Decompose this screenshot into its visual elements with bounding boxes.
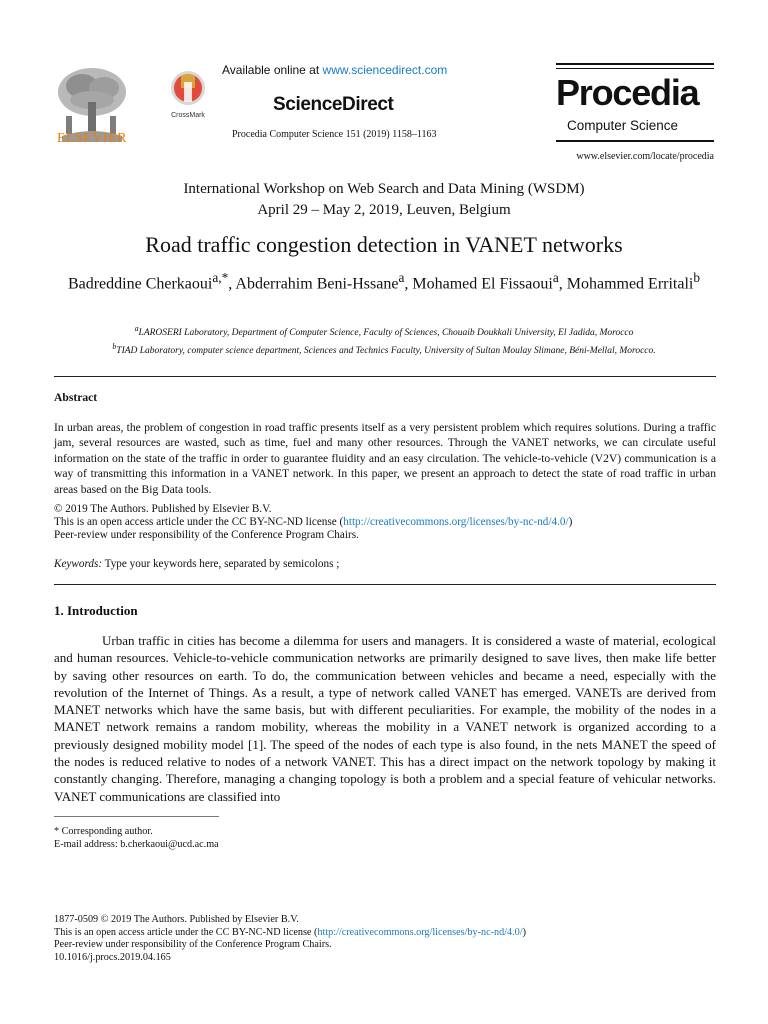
license-link[interactable]: http://creativecommons.org/licenses/by-nc-nd/4.0/ xyxy=(343,516,569,528)
email-note: E-mail address: b.cherkaoui@ucd.ac.ma xyxy=(54,838,219,850)
crossmark-icon[interactable] xyxy=(165,68,211,120)
author-affiliation-mark: a xyxy=(552,270,559,285)
author-name: Mohammed Erritali xyxy=(566,275,694,293)
license-line: This is an open access article under the CC BY-NC-ND license (http://creativecommons.org/licenses/by-nc-nd/4.0/) xyxy=(54,516,573,528)
author-name: Mohamed El Fissaoui xyxy=(412,275,553,293)
section-rule xyxy=(54,376,716,377)
journal-url[interactable]: www.elsevier.com/locate/procedia xyxy=(576,151,714,162)
conference-dates: April 29 – May 2, 2019, Leuven, Belgium xyxy=(257,202,511,218)
peer-review-line: Peer-review under responsibility of the Conference Program Chairs. xyxy=(54,529,359,541)
masthead-rule xyxy=(556,63,714,65)
journal-reference: Procedia Computer Science 151 (2019) 1158–1163 xyxy=(232,129,437,140)
author-name: Abderrahim Beni-Hssane xyxy=(235,275,399,293)
paper-title: Road traffic congestion detection in VANET networks xyxy=(145,232,623,257)
footnotes xyxy=(54,826,219,851)
keywords-line xyxy=(54,558,339,571)
introduction-text: Urban traffic in cities has become a dilemma for users and managers. It is considered a waste of material, ecological and human resources. Vehicle-to-vehicle communication networks are primarily designed to save lives, then make life better by saving other resources on earth. To do, the communication between vehicles and became a need, especially with the revolution of the Internet of Things. As a result, a type of network called VANET has emerged. VANETs are derived from MANET networks which have the same basis, but with different peculiarities. For example, the mobility of the nodes in a MANET network remains a random mobility, whereas the mobility in a VANET network is organized according to a previously designed mobility model [1]. The speed of the nodes of each type is also found, in the nets MANET the speed of the nodes is reduced relative to nodes of a network VANET. This has a direct impact on the network topology by making it constantly changing. Therefore, managing a changing topology is both a problem and a special feature of vehicular networks. VANET communications are classified into xyxy=(54,633,716,804)
author-affiliation-mark: b xyxy=(693,270,701,285)
article-footer xyxy=(54,914,526,964)
available-online-line xyxy=(222,63,447,77)
masthead-rule xyxy=(556,140,714,142)
conference-name: International Workshop on Web Search and Data Mining (WSDM) xyxy=(183,181,585,197)
issn-line: 1877-0509 © 2019 The Authors. Published by Elsevier B.V. xyxy=(54,914,299,925)
corresponding-author-note: * Corresponding author. xyxy=(54,826,153,837)
keywords-text: Type your keywords here, separated by semicolons ; xyxy=(102,558,340,570)
journal-subtitle: Computer Science xyxy=(567,118,679,133)
footer-peer-review: Peer-review under responsibility of the Conference Program Chairs. xyxy=(54,939,332,951)
available-online-text: Available online at xyxy=(222,63,323,77)
footer-license-line: This is an open access article under the CC BY-NC-ND license (http://creativecommons.org/licenses/by-nc-nd/4.0/) xyxy=(54,926,527,938)
sciencedirect-logo: ScienceDirect xyxy=(273,94,394,115)
journal-title: Procedia xyxy=(556,72,699,113)
author-list: Badreddine Cherkaoui$^{a,*}$, Abderrahim Beni-Hssane$^a$, Mohamed El Fissaoui$^a$, Mohammed Erritali$^b$ xyxy=(67,270,701,293)
abstract-heading: Abstract xyxy=(54,391,98,404)
abstract-license-block xyxy=(54,503,572,542)
footnote-separator xyxy=(54,816,219,817)
doi-line[interactable]: 10.1016/j.procs.2019.04.165 xyxy=(54,951,171,963)
abstract-text: In urban areas, the problem of congestion in road traffic presents itself as a very persistent problem which requires solutions. During a traffic jam, several resources are wasted, such as time, fuel and many other resources. Through the VANET networks, we can circulate useful information on the state of the traffic in order to guarantee fluidity and an easy circulation. The vehicle-to-vehicle (V2V) communication is a way of transmitting this information in a VANET network. In this paper, we present an approach to detect the state of road traffic in urban areas based on the Big Data tools. xyxy=(54,421,716,496)
crossmark-label: CrossMark xyxy=(171,112,205,119)
sciencedirect-link[interactable]: www.sciencedirect.com xyxy=(322,63,448,77)
procedia-masthead xyxy=(556,63,714,143)
keywords-label: Keywords: xyxy=(54,558,103,570)
copyright-line: © 2019 The Authors. Published by Elsevier B.V. xyxy=(54,503,272,515)
author-name: Badreddine Cherkaoui xyxy=(67,275,213,293)
masthead-rule xyxy=(556,68,714,69)
footer-license-link[interactable]: http://creativecommons.org/licenses/by-nc-nd/4.0/ xyxy=(317,926,523,938)
affiliation-line: $^a$LAROSERI Laboratory, Department of Computer Science, Faculty of Sciences, Chouaib Doukkali University, El Jadida, Morocco xyxy=(134,324,634,339)
author-affiliation-mark: a,* xyxy=(212,270,229,285)
author-affiliation-mark: a xyxy=(398,270,405,285)
affiliation-line: $^b$TIAD Laboratory, computer science department, Sciences and Technics Faculty, University of Sultan Moulay Slimane, Béni-Mellal, Morocco. xyxy=(112,342,656,357)
section-rule xyxy=(54,584,716,585)
publisher-name: ELSEVIER xyxy=(56,131,128,146)
affiliations xyxy=(40,322,728,358)
introduction-heading: 1. Introduction xyxy=(54,603,138,618)
